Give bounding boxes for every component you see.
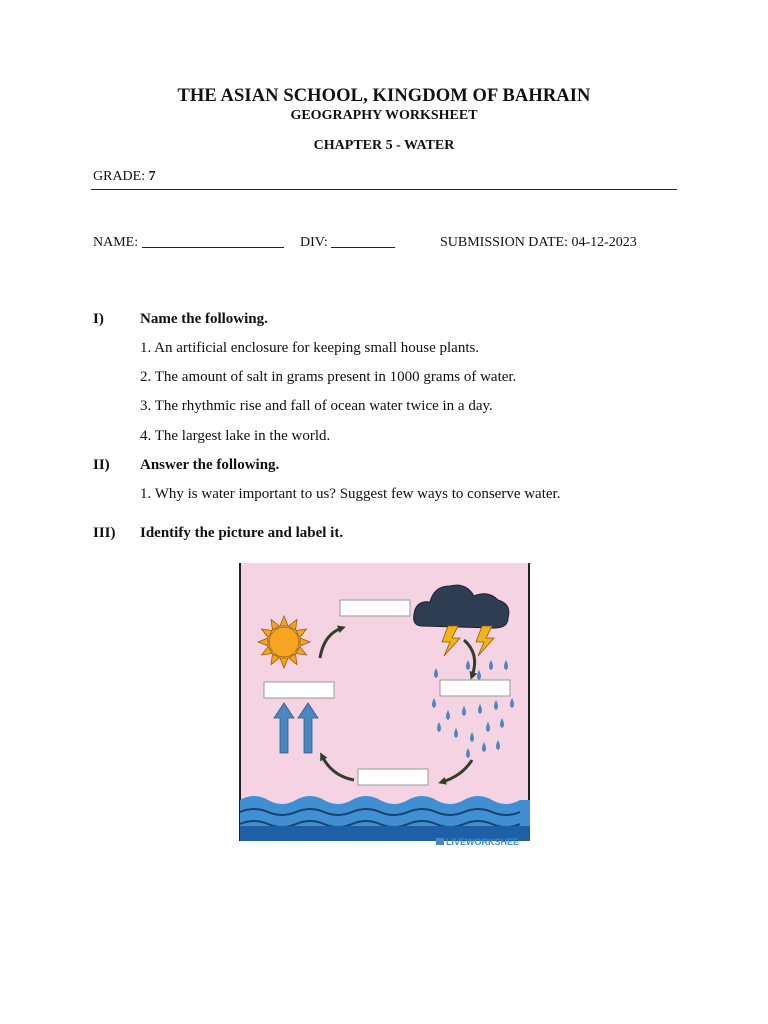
grade-row	[93, 169, 156, 185]
question-item: 1. Why is water important to us? Suggest few ways to conserve water.	[140, 486, 561, 502]
grade-label: GRADE:	[93, 169, 146, 184]
grade-value: 7	[148, 169, 156, 184]
question-item: 1. An artificial enclosure for keeping small house plants.	[140, 340, 480, 356]
submission-row	[440, 235, 637, 251]
div-label: DIV:	[300, 235, 328, 250]
name-blank[interactable]	[142, 235, 284, 248]
svg-text:LIVEWORKSHEE: LIVEWORKSHEE	[446, 837, 520, 847]
div-row	[300, 235, 395, 251]
chapter-title: CHAPTER 5 - WATER	[313, 138, 455, 153]
section-3-heading: Identify the picture and label it.	[140, 525, 344, 541]
section-2-heading: Answer the following.	[140, 457, 280, 473]
div-blank[interactable]	[331, 235, 395, 248]
header-divider	[91, 189, 677, 190]
question-item: 2. The amount of salt in grams present in 1000 grams of water.	[140, 369, 517, 385]
submission-date: 04-12-2023	[571, 235, 637, 250]
section-2-numeral: II)	[93, 457, 110, 473]
name-label: NAME:	[93, 235, 139, 250]
water-cycle-diagram	[236, 560, 536, 850]
section-3-numeral: III)	[93, 525, 116, 541]
label-box-collection	[358, 769, 428, 785]
section-1-heading: Name the following.	[140, 311, 268, 327]
label-box-precipitation	[440, 680, 510, 696]
label-box-condensation	[340, 600, 410, 616]
name-row	[93, 235, 284, 251]
section-1-numeral: I)	[93, 311, 104, 327]
label-box-evaporation	[264, 682, 334, 698]
submission-label: SUBMISSION DATE:	[440, 235, 568, 250]
question-item: 3. The rhythmic rise and fall of ocean water twice in a day.	[140, 398, 493, 414]
school-title: THE ASIAN SCHOOL, KINGDOM OF BAHRAIN	[177, 86, 591, 106]
liveworksheets-logo	[436, 837, 519, 847]
worksheet-title: GEOGRAPHY WORKSHEET	[290, 108, 478, 123]
question-item: 4. The largest lake in the world.	[140, 428, 331, 444]
